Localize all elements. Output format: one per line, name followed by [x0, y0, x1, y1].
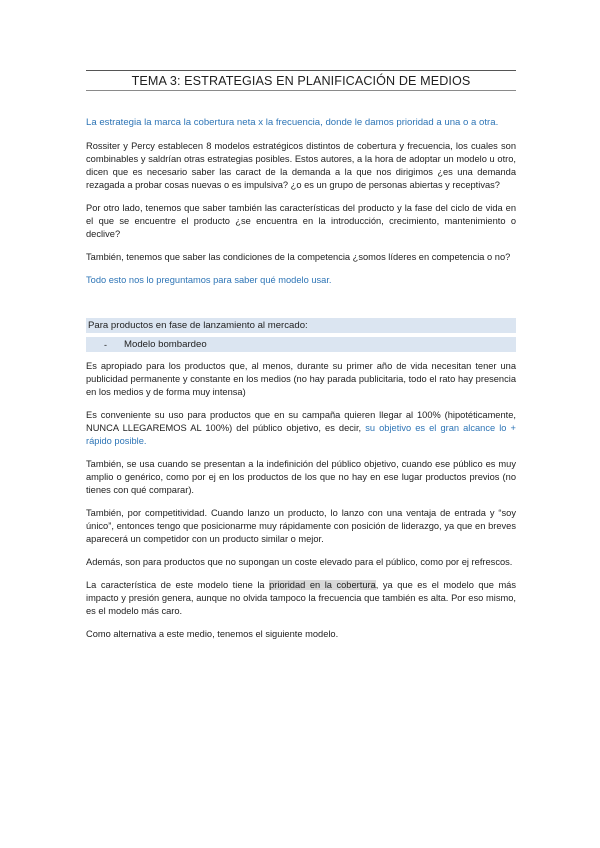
closing-paragraph: Como alternativa a este medio, tenemos el siguiente modelo. — [86, 629, 339, 639]
note-paragraph: Todo esto nos lo preguntamos para saber qué modelo usar. — [86, 275, 332, 285]
page-title: TEMA 3: ESTRATEGIAS EN PLANIFICACIÓN DE MEDIOS — [131, 74, 471, 88]
paragraph-product-lifecycle: Por otro lado, tenemos que saber también las características del producto y la fase del ciclo de vida en el que se encuentre el producto ¿se encuentra en la introducción, crecimiento, mantenimiento o declive? — [86, 203, 516, 239]
paragraph-rossiter-percy: Rossiter y Percy establecen 8 modelos estratégicos distintos de cobertura y frecuencia, los cuales son combinables y saldrían otras estrategias posibles. Estos autores, a la hora de adoptar un modelo u otro, dicen que es necesario saber las caract de la demanda a la que nos dirigimos ¿es una demanda rezagada a probar cosas nuevas o es impulsiva? ¿o es un grupo de personas abiertas y receptivas? — [86, 141, 516, 190]
paragraph-competition: También, tenemos que saber las condiciones de la competencia ¿somos líderes en competencia o no? — [86, 252, 511, 262]
paragraph-indefinicion: También, se usa cuando se presentan a la indefinición del público objetivo, cuando ese público es muy amplio o genérico, como por ej en los productos de los que no hay en ese lugar productos previos (no tienes con qué comparar). — [86, 459, 516, 495]
bullet-dash: - — [104, 340, 107, 350]
paragraph-caracteristica — [86, 579, 516, 618]
paragraph-bombardeo-conveniente — [86, 409, 516, 448]
section-spacer — [86, 297, 516, 318]
paragraph-competitividad: También, por competitividad. Cuando lanzo un producto, lo lanzo con una ventaja de entrada y “soy único”, entonces tengo que posicionarme muy rápidamente con posición de liderazgo, ya que en breves aparecerá un competidor con un producto similar o mejor. — [86, 508, 516, 544]
section-header: Para productos en fase de lanzamiento al mercado: — [86, 318, 516, 333]
cobertura-highlight: prioridad en la cobertura — [269, 580, 376, 590]
document-body — [86, 116, 516, 641]
caracteristica-before: La característica de este modelo tiene la — [86, 580, 270, 590]
title-bottom-rule — [86, 90, 516, 91]
intro-paragraph: La estrategia la marca la cobertura neta x la frecuencia, donde le damos prioridad a una o a otra. — [86, 117, 499, 128]
paragraph-coste: Además, son para productos que no supongan un coste elevado para el público, como por ej refrescos. — [86, 557, 513, 567]
bullet-label: Modelo bombardeo — [124, 339, 207, 350]
paragraph-bombardeo-apropiado: Es apropiado para los productos que, al menos, durante su primer año de vida necesitan tener una publicidad permanente y constante en los medios (no hay parada publicitaria, todo el rato hay presencia en los medios y de forma muy intensa) — [86, 361, 516, 397]
objective-highlight: su objetivo es el gran alcance lo + rápido posible. — [86, 423, 516, 446]
title-block — [86, 70, 516, 91]
caracteristica-after: , ya que es el modelo que más impacto y presión genera, aunque no olvida tampoco la frecuencia que también es alta. Por eso mismo, es el modelo más caro. — [86, 580, 517, 616]
conveniente-text: Es conveniente su uso para productos que en su campaña quieren llegar al 100% (hipotéticamente, NUNCA LLEGAREMOS AL 100%) del público objetivo, es decir, — [86, 410, 516, 433]
bullet-item-modelo-bombardeo — [86, 337, 516, 352]
